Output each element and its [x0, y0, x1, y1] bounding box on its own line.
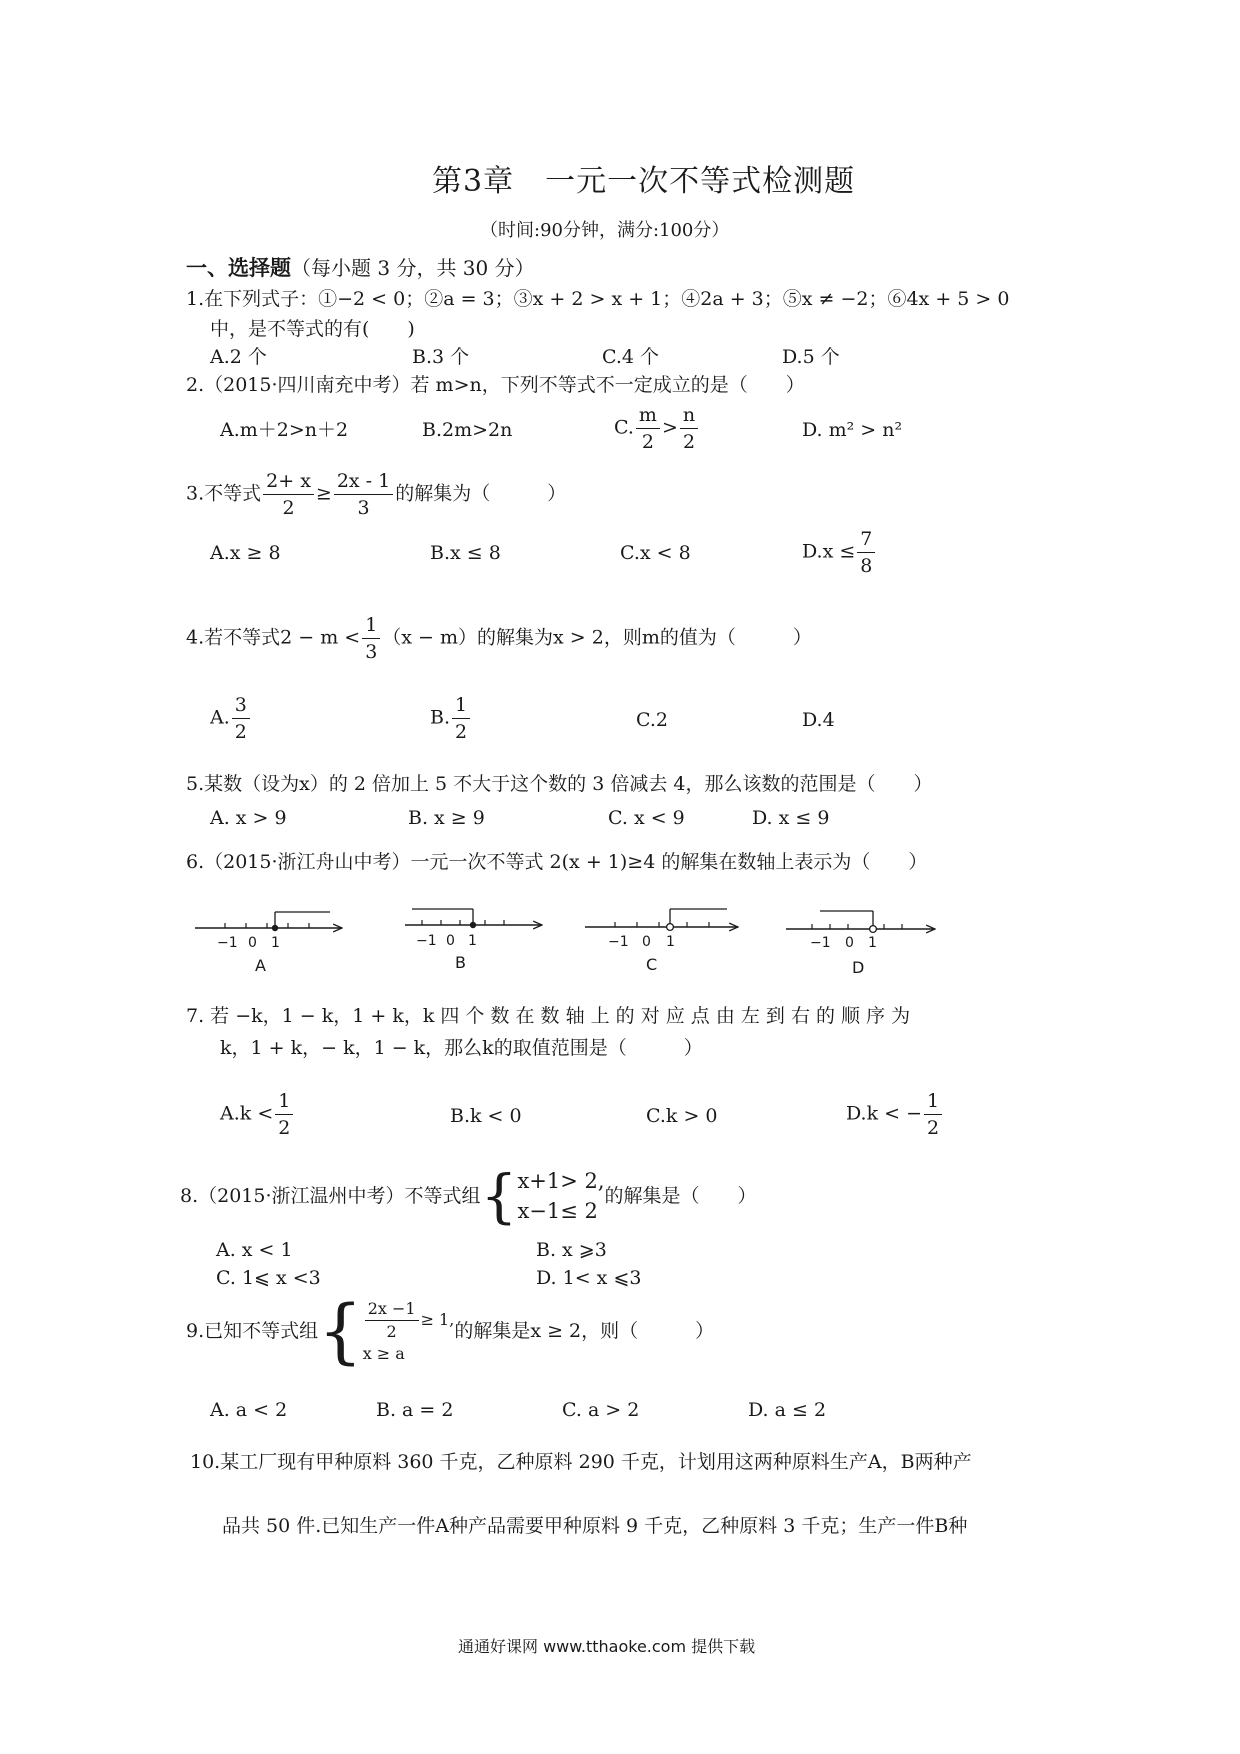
q8-option-d: D. 1< x ⩽3	[536, 1267, 642, 1289]
q7-option-c: C.k > 0	[646, 1105, 718, 1127]
q5-option-d: D. x ≤ 9	[752, 807, 830, 829]
q6-number-line-c	[585, 909, 738, 974]
q8-system-line-2: x−1≤ 2	[517, 1199, 598, 1223]
q6-number-line-a	[195, 912, 342, 975]
q6-option-label-c: C	[646, 955, 658, 974]
q3-fraction-left	[263, 468, 314, 521]
tick-label: 0	[845, 935, 854, 951]
numerator: 7	[857, 526, 875, 553]
q9-brace: {	[318, 1290, 363, 1372]
q7-option-a	[220, 1088, 295, 1141]
tick-label: 1	[868, 935, 877, 951]
numerator: m	[636, 402, 660, 429]
tick-label: 1	[666, 934, 675, 950]
q9-ge: ≥ 1,	[420, 1309, 455, 1329]
q5-stem: 5.某数（设为x）的 2 倍加上 5 不大于这个数的 3 倍减去 4，那么该数的范围是（ ）	[186, 773, 933, 795]
q5-option-a: A. x > 9	[210, 807, 287, 829]
q4-b-fraction	[452, 692, 470, 745]
numerator: n	[680, 402, 698, 429]
denominator: 3	[357, 497, 370, 519]
q6-number-line-d	[786, 911, 935, 977]
tick-label: 1	[468, 933, 477, 949]
q7-a-fraction	[275, 1088, 293, 1141]
q4-option-d: D.4	[802, 709, 835, 731]
q4-b-prefix: B.	[430, 706, 451, 729]
q3-option-b: B.x ≤ 8	[430, 542, 501, 564]
denominator: 2	[641, 431, 654, 453]
q2-c-operator: >	[661, 416, 678, 439]
denominator: 8	[860, 555, 873, 577]
q3-fraction-right	[334, 468, 393, 521]
tick-label: 0	[642, 934, 651, 950]
q8-prefix: 8.（2015·浙江温州中考）不等式组	[180, 1185, 481, 1207]
q1-option-b: B.3 个	[412, 346, 470, 368]
q3-suffix: 的解集为（ ）	[395, 482, 567, 505]
q8-brace: {	[480, 1162, 518, 1230]
q5-option-b: B. x ≥ 9	[408, 807, 485, 829]
q2-option-a: A.m＋2>n＋2	[220, 419, 349, 441]
q9-option-a: A. a < 2	[210, 1399, 288, 1421]
q3-operator: ≥	[315, 482, 332, 505]
q6-number-line-b	[405, 909, 542, 972]
q3-stem	[186, 468, 566, 521]
q9-system-line-1	[363, 1298, 455, 1343]
denominator: 2	[386, 1321, 397, 1341]
q9-system	[363, 1298, 455, 1365]
q2-option-b: B.2m>2n	[422, 419, 513, 441]
q5-option-c: C. x < 9	[608, 807, 685, 829]
q10-stem-line-1: 10.某工厂现有甲种原料 360 千克，乙种原料 290 千克，计划用这两种原料生产A，B两种产	[190, 1451, 972, 1473]
q2-option-d: D. m² > n²	[802, 419, 903, 441]
q4-fraction	[362, 612, 380, 665]
q4-prefix: 4.若不等式2 − m <	[186, 626, 361, 649]
q8-option-b: B. x ⩾3	[536, 1239, 607, 1261]
q1-option-d: D.5 个	[782, 346, 840, 368]
denominator: 3	[365, 641, 378, 663]
q2-stem: 2.（2015·四川南充中考）若 m>n，下列不等式不一定成立的是（ ）	[186, 374, 805, 396]
q1-stem-cont: 中，是不等式的有( )	[210, 318, 415, 340]
q7-d-prefix: D.k < −	[846, 1102, 923, 1125]
numerator: 2x - 1	[334, 468, 393, 495]
q2-option-c	[614, 402, 700, 455]
tick-label: 1	[271, 935, 280, 951]
q8-system-line-1: x+1> 2,	[517, 1169, 605, 1193]
section-note: （每小题 3 分，共 30 分）	[291, 256, 535, 280]
q4-option-c: C.2	[636, 709, 668, 731]
page-subtitle: （时间:90分钟，满分:100分）	[480, 220, 730, 241]
q10-stem-line-2: 品共 50 件.已知生产一件A种产品需要甲种原料 9 千克，乙种原料 3 千克；生产一件B种	[222, 1515, 968, 1537]
q1-stem: 1.在下列式子：①−2 < 0；②a = 3；③x + 2 > x + 1；④2a + 3；⑤x ≠ −2；⑥4x + 5 > 0	[186, 288, 1010, 310]
q9-system-line-2: x ≥ a	[362, 1343, 405, 1363]
q7-stem-cont: k，1 + k，− k，1 − k，那么k的取值范围是（ ）	[220, 1037, 703, 1059]
q1-option-c: C.4 个	[602, 346, 660, 368]
footer-source: 通通好课网 www.tthaoke.com 提供下载	[458, 1637, 756, 1656]
denominator: 2	[927, 1117, 940, 1139]
q3-d-prefix: D.x ≤	[802, 540, 856, 563]
q1-option-a: A.2 个	[210, 346, 267, 368]
q6-option-label-b: B	[455, 953, 466, 972]
q7-stem: 7. 若 −k，1 − k，1 + k，k 四 个 数 在 数 轴 上 的 对 应 点 由 左 到 右 的 顺 序 为	[186, 1005, 911, 1027]
tick-label: −1	[608, 934, 629, 950]
q7-option-b: B.k < 0	[450, 1105, 522, 1127]
q9-option-d: D. a ≤ 2	[748, 1399, 827, 1421]
q2-c-prefix: C.	[614, 416, 634, 439]
q9-stem	[186, 1290, 715, 1372]
q6-stem: 6.（2015·浙江舟山中考）一元一次不等式 2(x + 1)≥4 的解集在数轴上表示为（ ）	[186, 851, 928, 873]
numerator: 2x −1	[365, 1298, 419, 1321]
q2-c-fraction-2	[680, 402, 698, 455]
q6-option-label-a: A	[255, 956, 266, 975]
q3-option-a: A.x ≥ 8	[210, 542, 281, 564]
q4-a-prefix: A.	[210, 706, 230, 729]
q9-suffix: 的解集是x ≥ 2，则（ ）	[454, 1320, 715, 1342]
q8-suffix: 的解集是（ ）	[604, 1185, 757, 1207]
q3-prefix: 3.不等式	[186, 482, 262, 505]
q9-option-c: C. a > 2	[562, 1399, 640, 1421]
q6-option-label-d: D	[852, 958, 865, 977]
q3-d-fraction	[857, 526, 875, 579]
denominator: 2	[234, 721, 247, 743]
q4-a-fraction	[232, 692, 250, 745]
q3-option-d	[802, 526, 877, 579]
numerator: 1	[924, 1088, 942, 1115]
tick-label: −1	[416, 933, 437, 949]
q8-stem	[180, 1162, 757, 1230]
tick-label: −1	[217, 935, 238, 951]
q4-stem	[186, 612, 812, 665]
numerator: 1	[452, 692, 470, 719]
q7-option-d	[846, 1088, 944, 1141]
q4-option-b	[430, 692, 472, 745]
q8-option-c: C. 1⩽ x <3	[216, 1267, 321, 1289]
q4-suffix: （x − m）的解集为x > 2，则m的值为（ ）	[382, 626, 812, 649]
tick-label: 0	[248, 935, 257, 951]
section-heading	[186, 252, 535, 282]
numerator: 1	[362, 612, 380, 639]
q4-option-a	[210, 692, 252, 745]
tick-label: −1	[810, 935, 831, 951]
q6-number-lines	[190, 905, 950, 985]
q9-prefix: 9.已知不等式组	[186, 1320, 319, 1342]
denominator: 2	[282, 497, 295, 519]
numerator: 1	[275, 1088, 293, 1115]
q9-fraction	[365, 1298, 419, 1343]
q7-a-prefix: A.k <	[220, 1102, 274, 1125]
numerator: 2+ x	[263, 468, 314, 495]
numerator: 3	[232, 692, 250, 719]
denominator: 2	[455, 721, 468, 743]
q3-option-c: C.x < 8	[620, 542, 691, 564]
denominator: 2	[682, 431, 696, 453]
page-title: 第3章 一元一次不等式检测题	[432, 164, 856, 199]
q9-option-b: B. a = 2	[376, 1399, 454, 1421]
q8-option-a: A. x < 1	[216, 1239, 293, 1261]
q7-d-fraction	[924, 1088, 942, 1141]
q2-c-fraction-1	[636, 402, 660, 455]
tick-label: 0	[446, 933, 455, 949]
section-title: 一、选择题	[186, 255, 291, 280]
denominator: 2	[278, 1117, 291, 1139]
q8-system	[517, 1166, 604, 1226]
